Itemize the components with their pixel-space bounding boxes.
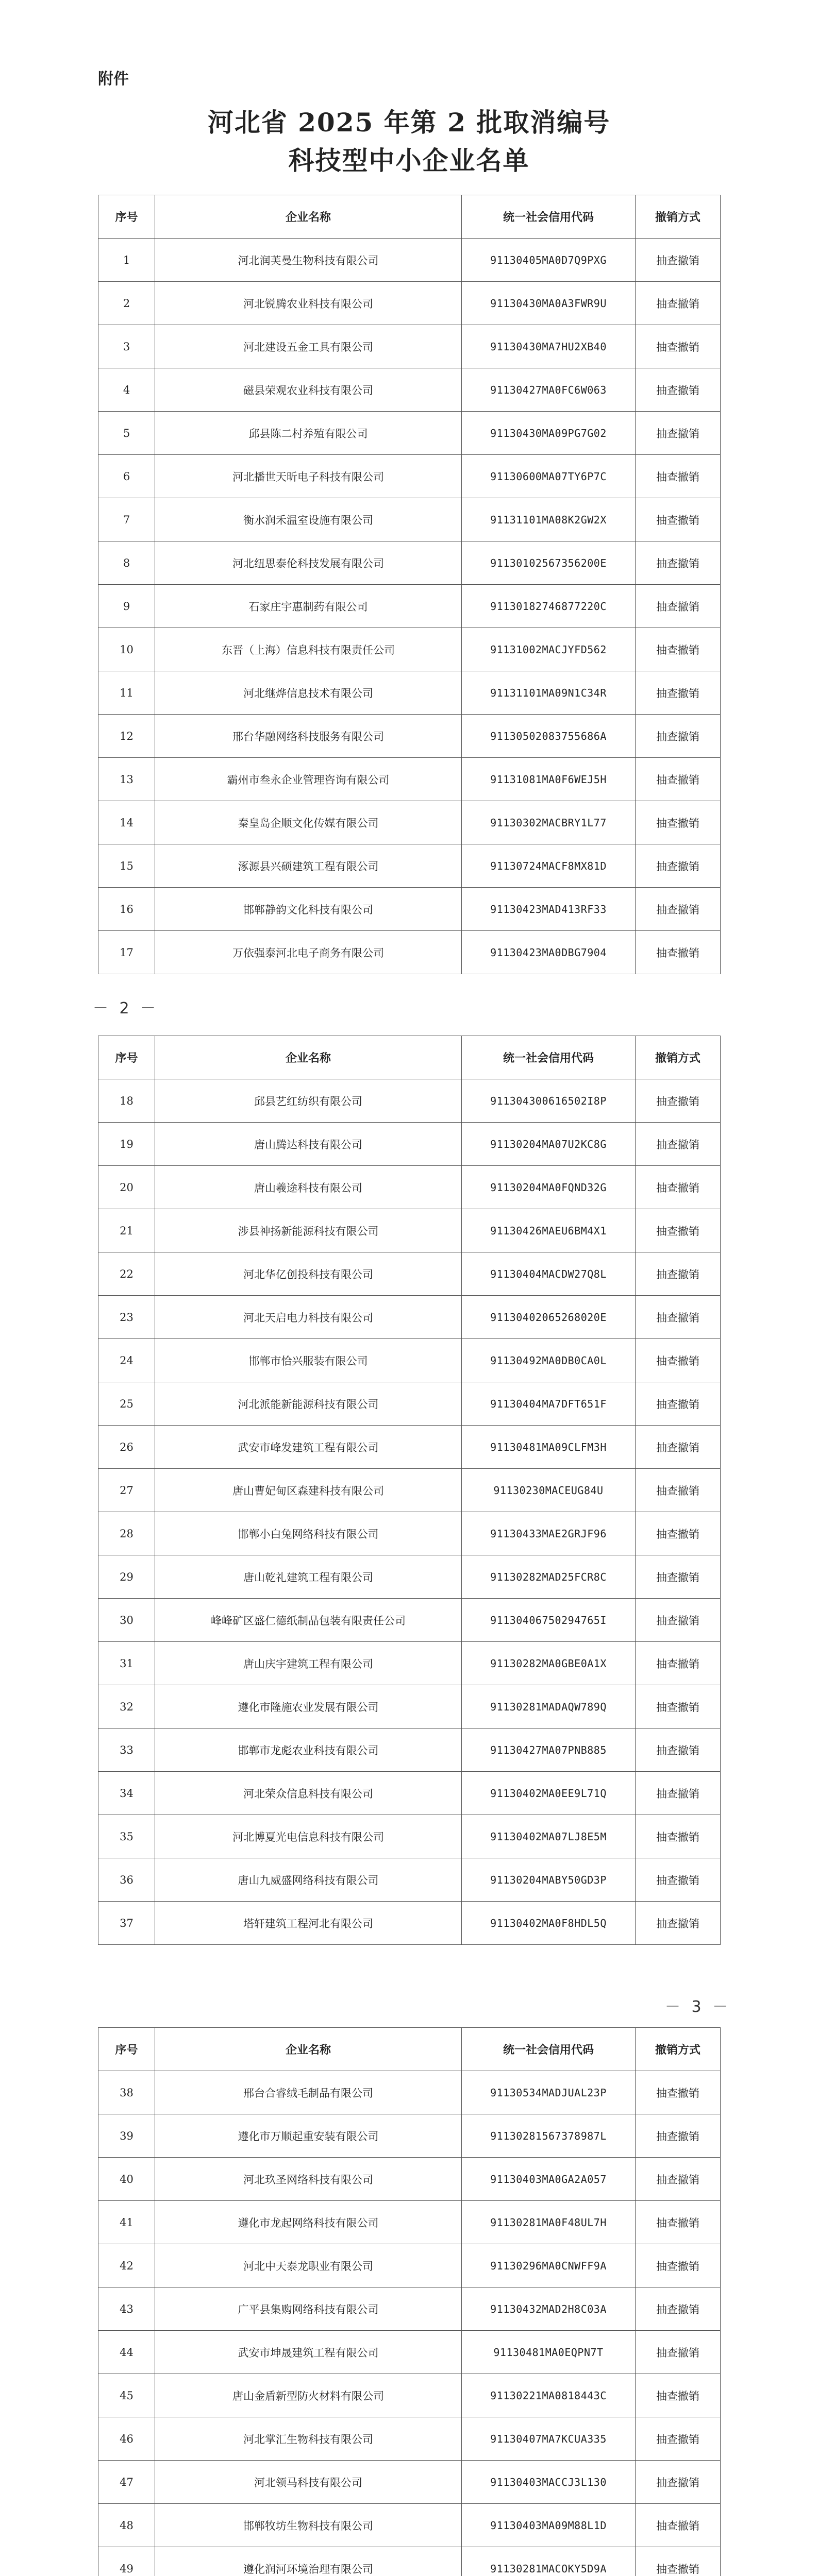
row-number: 31 — [98, 1642, 155, 1685]
table-row — [98, 412, 721, 455]
table-row — [98, 2071, 721, 2114]
company-name: 河北建设五金工具有限公司 — [155, 325, 462, 368]
revocation-method: 抽查撤销 — [636, 455, 721, 498]
credit-code: 91130405MA0D7Q9PXG — [462, 239, 636, 282]
row-number: 7 — [98, 498, 155, 541]
company-name: 邯郸静韵文化科技有限公司 — [155, 888, 462, 931]
table-row — [98, 585, 721, 628]
company-name: 河北天启电力科技有限公司 — [155, 1296, 462, 1339]
credit-code: 91130281567378987L — [462, 2114, 636, 2158]
row-number: 42 — [98, 2244, 155, 2287]
revocation-method: 抽查撤销 — [636, 412, 721, 455]
table-row — [98, 2374, 721, 2417]
company-name: 峰峰矿区盛仁德纸制品包装有限责任公司 — [155, 1599, 462, 1642]
row-number: 9 — [98, 585, 155, 628]
company-name: 万依强泰河北电子商务有限公司 — [155, 931, 462, 974]
credit-code: 91130534MADJUAL23P — [462, 2071, 636, 2114]
table-row — [98, 2244, 721, 2287]
row-number: 41 — [98, 2201, 155, 2244]
credit-code: 91130427MA0FC6W063 — [462, 368, 636, 412]
revocation-method: 抽查撤销 — [636, 1772, 721, 1815]
company-name: 邢台合睿绒毛制品有限公司 — [155, 2071, 462, 2114]
company-name: 磁县荣观农业科技有限公司 — [155, 368, 462, 412]
enterprise-table-page3 — [98, 2027, 721, 2576]
attachment-label: 附件 — [98, 70, 129, 88]
credit-code: 91131101MA08K2GW2X — [462, 498, 636, 541]
company-name: 唐山腾达科技有限公司 — [155, 1123, 462, 1166]
row-number: 33 — [98, 1728, 155, 1772]
row-number: 6 — [98, 455, 155, 498]
row-number: 16 — [98, 888, 155, 931]
revocation-method: 抽查撤销 — [636, 1469, 721, 1512]
company-name: 邱县陈二村养殖有限公司 — [155, 412, 462, 455]
table-header-row — [98, 2028, 721, 2071]
credit-code: 91130407MA7KCUA335 — [462, 2417, 636, 2461]
header-name: 企业名称 — [155, 195, 462, 239]
company-name: 唐山曹妃甸区森建科技有限公司 — [155, 1469, 462, 1512]
table-row — [98, 1555, 721, 1599]
revocation-method: 抽查撤销 — [636, 1512, 721, 1555]
row-number: 15 — [98, 844, 155, 888]
credit-code: 91130430MA0A3FWR9U — [462, 282, 636, 325]
credit-code: 91130402MA0F8HDL5Q — [462, 1902, 636, 1945]
header-no: 序号 — [98, 195, 155, 239]
row-number: 32 — [98, 1685, 155, 1728]
revocation-method: 抽查撤销 — [636, 585, 721, 628]
row-number: 28 — [98, 1512, 155, 1555]
credit-code: 91130481MA09CLFM3H — [462, 1426, 636, 1469]
revocation-method: 抽查撤销 — [636, 1902, 721, 1945]
credit-code: 91130402065268020E — [462, 1296, 636, 1339]
company-name: 河北博夏光电信息科技有限公司 — [155, 1815, 462, 1858]
revocation-method: 抽查撤销 — [636, 628, 721, 671]
company-name: 邯郸市恰兴服装有限公司 — [155, 1339, 462, 1382]
table-row — [98, 671, 721, 715]
revocation-method: 抽查撤销 — [636, 2114, 721, 2158]
row-number: 24 — [98, 1339, 155, 1382]
credit-code: 91130433MAE2GRJF96 — [462, 1512, 636, 1555]
row-number: 21 — [98, 1209, 155, 1252]
table-row — [98, 1469, 721, 1512]
company-name: 唐山金盾新型防火材料有限公司 — [155, 2374, 462, 2417]
credit-code: 91130492MA0DB0CA0L — [462, 1339, 636, 1382]
credit-code: 91130204MA07U2KC8G — [462, 1123, 636, 1166]
company-name: 邢台华融网络科技服务有限公司 — [155, 715, 462, 758]
row-number: 25 — [98, 1382, 155, 1426]
row-number: 17 — [98, 931, 155, 974]
revocation-method: 抽查撤销 — [636, 2244, 721, 2287]
header-no: 序号 — [98, 1036, 155, 1079]
row-number: 39 — [98, 2114, 155, 2158]
company-name: 唐山羲途科技有限公司 — [155, 1166, 462, 1209]
company-name: 石家庄宇惠制药有限公司 — [155, 585, 462, 628]
header-method: 撤销方式 — [636, 1036, 721, 1079]
page-number: － 3 － — [665, 1998, 731, 2016]
company-name: 河北华亿创投科技有限公司 — [155, 1252, 462, 1296]
credit-code: 91130302MACBRY1L77 — [462, 801, 636, 844]
company-name: 遵化市隆施农业发展有限公司 — [155, 1685, 462, 1728]
revocation-method: 抽查撤销 — [636, 325, 721, 368]
revocation-method: 抽查撤销 — [636, 541, 721, 585]
credit-code: 91130102567356200E — [462, 541, 636, 585]
row-number: 14 — [98, 801, 155, 844]
table-row — [98, 2417, 721, 2461]
revocation-method: 抽查撤销 — [636, 498, 721, 541]
row-number: 27 — [98, 1469, 155, 1512]
company-name: 邯郸市龙彪农业科技有限公司 — [155, 1728, 462, 1772]
revocation-method: 抽查撤销 — [636, 1555, 721, 1599]
revocation-method: 抽查撤销 — [636, 2287, 721, 2331]
revocation-method: 抽查撤销 — [636, 1209, 721, 1252]
table-row — [98, 1815, 721, 1858]
credit-code: 911304300616502I8P — [462, 1079, 636, 1123]
table-row — [98, 1123, 721, 1166]
revocation-method: 抽查撤销 — [636, 671, 721, 715]
revocation-method: 抽查撤销 — [636, 368, 721, 412]
row-number: 44 — [98, 2331, 155, 2374]
table-row — [98, 888, 721, 931]
row-number: 30 — [98, 1599, 155, 1642]
header-code: 统一社会信用代码 — [462, 2028, 636, 2071]
table-header-row — [98, 195, 721, 239]
table-row — [98, 1858, 721, 1902]
credit-code: 91130432MAD2H8C03A — [462, 2287, 636, 2331]
revocation-method: 抽查撤销 — [636, 239, 721, 282]
credit-code: 91130296MA0CNWFF9A — [462, 2244, 636, 2287]
revocation-method: 抽查撤销 — [636, 1642, 721, 1685]
table-row — [98, 325, 721, 368]
document-title-line2: 科技型中小企业名单 — [288, 145, 530, 176]
row-number: 13 — [98, 758, 155, 801]
row-number: 43 — [98, 2287, 155, 2331]
company-name: 霸州市叁永企业管理咨询有限公司 — [155, 758, 462, 801]
header-method: 撤销方式 — [636, 2028, 721, 2071]
table-row — [98, 931, 721, 974]
revocation-method: 抽查撤销 — [636, 2158, 721, 2201]
company-name: 涉县神扬新能源科技有限公司 — [155, 1209, 462, 1252]
header-method: 撤销方式 — [636, 195, 721, 239]
company-name: 河北锐腾农业科技有限公司 — [155, 282, 462, 325]
company-name: 河北玖圣网络科技有限公司 — [155, 2158, 462, 2201]
revocation-method: 抽查撤销 — [636, 931, 721, 974]
table-row — [98, 2461, 721, 2504]
company-name: 河北纽思泰伦科技发展有限公司 — [155, 541, 462, 585]
credit-code: 91130281MADAQW789Q — [462, 1685, 636, 1728]
company-name: 河北润芙曼生物科技有限公司 — [155, 239, 462, 282]
company-name: 塔轩建筑工程河北有限公司 — [155, 1902, 462, 1945]
company-name: 邯郸小白兔网络科技有限公司 — [155, 1512, 462, 1555]
revocation-method: 抽查撤销 — [636, 1426, 721, 1469]
revocation-method: 抽查撤销 — [636, 888, 721, 931]
row-number: 37 — [98, 1902, 155, 1945]
credit-code: 91130204MA0FQND32G — [462, 1166, 636, 1209]
row-number: 8 — [98, 541, 155, 585]
row-number: 46 — [98, 2417, 155, 2461]
revocation-method: 抽查撤销 — [636, 1123, 721, 1166]
company-name: 河北中天泰龙职业有限公司 — [155, 2244, 462, 2287]
credit-code: 91130430MA09PG7G02 — [462, 412, 636, 455]
credit-code: 91130230MACEUG84U — [462, 1469, 636, 1512]
row-number: 48 — [98, 2504, 155, 2547]
table-row — [98, 2201, 721, 2244]
credit-code: 91130404MACDW27Q8L — [462, 1252, 636, 1296]
revocation-method: 抽查撤销 — [636, 844, 721, 888]
credit-code: 91130427MA07PNB885 — [462, 1728, 636, 1772]
credit-code: 91130430MA7HU2XB40 — [462, 325, 636, 368]
credit-code: 91130481MA0EQPN7T — [462, 2331, 636, 2374]
credit-code: 91130282MA0GBE0A1X — [462, 1642, 636, 1685]
table-row — [98, 2504, 721, 2547]
row-number: 23 — [98, 1296, 155, 1339]
credit-code: 91130426MAEU6BM4X1 — [462, 1209, 636, 1252]
revocation-method: 抽查撤销 — [636, 1728, 721, 1772]
table-row — [98, 2287, 721, 2331]
credit-code: 91130423MA0DBG7904 — [462, 931, 636, 974]
table-row — [98, 1599, 721, 1642]
row-number: 10 — [98, 628, 155, 671]
credit-code: 91130204MABY50GD3P — [462, 1858, 636, 1902]
credit-code: 91130403MA09M88L1D — [462, 2504, 636, 2547]
table-row — [98, 1772, 721, 1815]
credit-code: 91130403MA0GA2A057 — [462, 2158, 636, 2201]
revocation-method: 抽查撤销 — [636, 1166, 721, 1209]
company-name: 衡水润禾温室设施有限公司 — [155, 498, 462, 541]
row-number: 18 — [98, 1079, 155, 1123]
enterprise-table-page2 — [98, 1036, 721, 1945]
header-name: 企业名称 — [155, 1036, 462, 1079]
row-number: 20 — [98, 1166, 155, 1209]
table-row — [98, 1339, 721, 1382]
table-row — [98, 758, 721, 801]
table-row — [98, 455, 721, 498]
credit-code: 91131101MA09N1C34R — [462, 671, 636, 715]
table-row — [98, 1166, 721, 1209]
company-name: 武安市坤晟建筑工程有限公司 — [155, 2331, 462, 2374]
company-name: 遵化润河环境治理有限公司 — [155, 2547, 462, 2576]
revocation-method: 抽查撤销 — [636, 2504, 721, 2547]
company-name: 唐山乾礼建筑工程有限公司 — [155, 1555, 462, 1599]
table-row — [98, 2114, 721, 2158]
credit-code: 91130402MA0EE9L71Q — [462, 1772, 636, 1815]
table-row — [98, 1252, 721, 1296]
page-number: － 2 － — [93, 999, 159, 1018]
table-row — [98, 1728, 721, 1772]
table-row — [98, 715, 721, 758]
company-name: 遵化市龙起网络科技有限公司 — [155, 2201, 462, 2244]
credit-code: 91130281MA0F48UL7H — [462, 2201, 636, 2244]
header-no: 序号 — [98, 2028, 155, 2071]
credit-code: 91130403MACCJ3L130 — [462, 2461, 636, 2504]
revocation-method: 抽查撤销 — [636, 2201, 721, 2244]
document-title-line1: 河北省 2025 年第 2 批取消编号 — [207, 107, 611, 138]
credit-code: 91130402MA07LJ8E5M — [462, 1815, 636, 1858]
table-row — [98, 2158, 721, 2201]
company-name: 唐山庆宇建筑工程有限公司 — [155, 1642, 462, 1685]
credit-code: 91130600MA07TY6P7C — [462, 455, 636, 498]
credit-code: 91130221MA0818443C — [462, 2374, 636, 2417]
revocation-method: 抽查撤销 — [636, 2331, 721, 2374]
revocation-method: 抽查撤销 — [636, 1599, 721, 1642]
table-row — [98, 1642, 721, 1685]
table-row — [98, 1426, 721, 1469]
revocation-method: 抽查撤销 — [636, 1382, 721, 1426]
header-code: 统一社会信用代码 — [462, 1036, 636, 1079]
credit-code: 91131002MACJYFD562 — [462, 628, 636, 671]
company-name: 广平县集购网络科技有限公司 — [155, 2287, 462, 2331]
credit-code: 91130724MACF8MX81D — [462, 844, 636, 888]
revocation-method: 抽查撤销 — [636, 1858, 721, 1902]
revocation-method: 抽查撤销 — [636, 1079, 721, 1123]
table-row — [98, 628, 721, 671]
revocation-method: 抽查撤销 — [636, 1685, 721, 1728]
revocation-method: 抽查撤销 — [636, 1815, 721, 1858]
table-row — [98, 1512, 721, 1555]
revocation-method: 抽查撤销 — [636, 2417, 721, 2461]
revocation-method: 抽查撤销 — [636, 1339, 721, 1382]
row-number: 3 — [98, 325, 155, 368]
row-number: 40 — [98, 2158, 155, 2201]
row-number: 19 — [98, 1123, 155, 1166]
company-name: 河北领马科技有限公司 — [155, 2461, 462, 2504]
row-number: 45 — [98, 2374, 155, 2417]
revocation-method: 抽查撤销 — [636, 1296, 721, 1339]
table-row — [98, 1902, 721, 1945]
company-name: 东晋（上海）信息科技有限责任公司 — [155, 628, 462, 671]
company-name: 秦皇岛企顺文化传媒有限公司 — [155, 801, 462, 844]
table-header-row — [98, 1036, 721, 1079]
revocation-method: 抽查撤销 — [636, 282, 721, 325]
table-row — [98, 282, 721, 325]
company-name: 河北荣众信息科技有限公司 — [155, 1772, 462, 1815]
table-row — [98, 2547, 721, 2576]
revocation-method: 抽查撤销 — [636, 2461, 721, 2504]
table-row — [98, 1685, 721, 1728]
company-name: 邱县艺红纺织有限公司 — [155, 1079, 462, 1123]
row-number: 29 — [98, 1555, 155, 1599]
credit-code: 91130282MAD25FCR8C — [462, 1555, 636, 1599]
table-row — [98, 2331, 721, 2374]
revocation-method: 抽查撤销 — [636, 1252, 721, 1296]
credit-code: 91130502083755686A — [462, 715, 636, 758]
table-row — [98, 801, 721, 844]
credit-code: 91130404MA7DFT651F — [462, 1382, 636, 1426]
table-row — [98, 1209, 721, 1252]
row-number: 4 — [98, 368, 155, 412]
row-number: 5 — [98, 412, 155, 455]
header-code: 统一社会信用代码 — [462, 195, 636, 239]
company-name: 涿源县兴硕建筑工程有限公司 — [155, 844, 462, 888]
credit-code: 91130406750294765I — [462, 1599, 636, 1642]
row-number: 22 — [98, 1252, 155, 1296]
table-row — [98, 239, 721, 282]
revocation-method: 抽查撤销 — [636, 715, 721, 758]
revocation-method: 抽查撤销 — [636, 801, 721, 844]
table-row — [98, 541, 721, 585]
company-name: 邯郸牧坊生物科技有限公司 — [155, 2504, 462, 2547]
table-row — [98, 498, 721, 541]
row-number: 11 — [98, 671, 155, 715]
revocation-method: 抽查撤销 — [636, 2071, 721, 2114]
row-number: 38 — [98, 2071, 155, 2114]
row-number: 1 — [98, 239, 155, 282]
header-name: 企业名称 — [155, 2028, 462, 2071]
company-name: 河北掌汇生物科技有限公司 — [155, 2417, 462, 2461]
row-number: 35 — [98, 1815, 155, 1858]
company-name: 河北派能新能源科技有限公司 — [155, 1382, 462, 1426]
row-number: 2 — [98, 282, 155, 325]
table-row — [98, 844, 721, 888]
credit-code: 91130182746877220C — [462, 585, 636, 628]
revocation-method: 抽查撤销 — [636, 758, 721, 801]
company-name: 河北播世天昕电子科技有限公司 — [155, 455, 462, 498]
row-number: 26 — [98, 1426, 155, 1469]
credit-code: 91130423MAD413RF33 — [462, 888, 636, 931]
enterprise-table-page1 — [98, 195, 721, 974]
company-name: 遵化市万顺起重安装有限公司 — [155, 2114, 462, 2158]
row-number: 12 — [98, 715, 155, 758]
credit-code: 91131081MA0F6WEJ5H — [462, 758, 636, 801]
row-number: 47 — [98, 2461, 155, 2504]
table-row — [98, 1382, 721, 1426]
revocation-method: 抽查撤销 — [636, 2547, 721, 2576]
table-row — [98, 368, 721, 412]
row-number: 49 — [98, 2547, 155, 2576]
row-number: 36 — [98, 1858, 155, 1902]
company-name: 唐山九威盛网络科技有限公司 — [155, 1858, 462, 1902]
company-name: 河北继烨信息技术有限公司 — [155, 671, 462, 715]
company-name: 武安市峰发建筑工程有限公司 — [155, 1426, 462, 1469]
table-row — [98, 1296, 721, 1339]
revocation-method: 抽查撤销 — [636, 2374, 721, 2417]
credit-code: 91130281MACOKY5D9A — [462, 2547, 636, 2576]
row-number: 34 — [98, 1772, 155, 1815]
table-row — [98, 1079, 721, 1123]
